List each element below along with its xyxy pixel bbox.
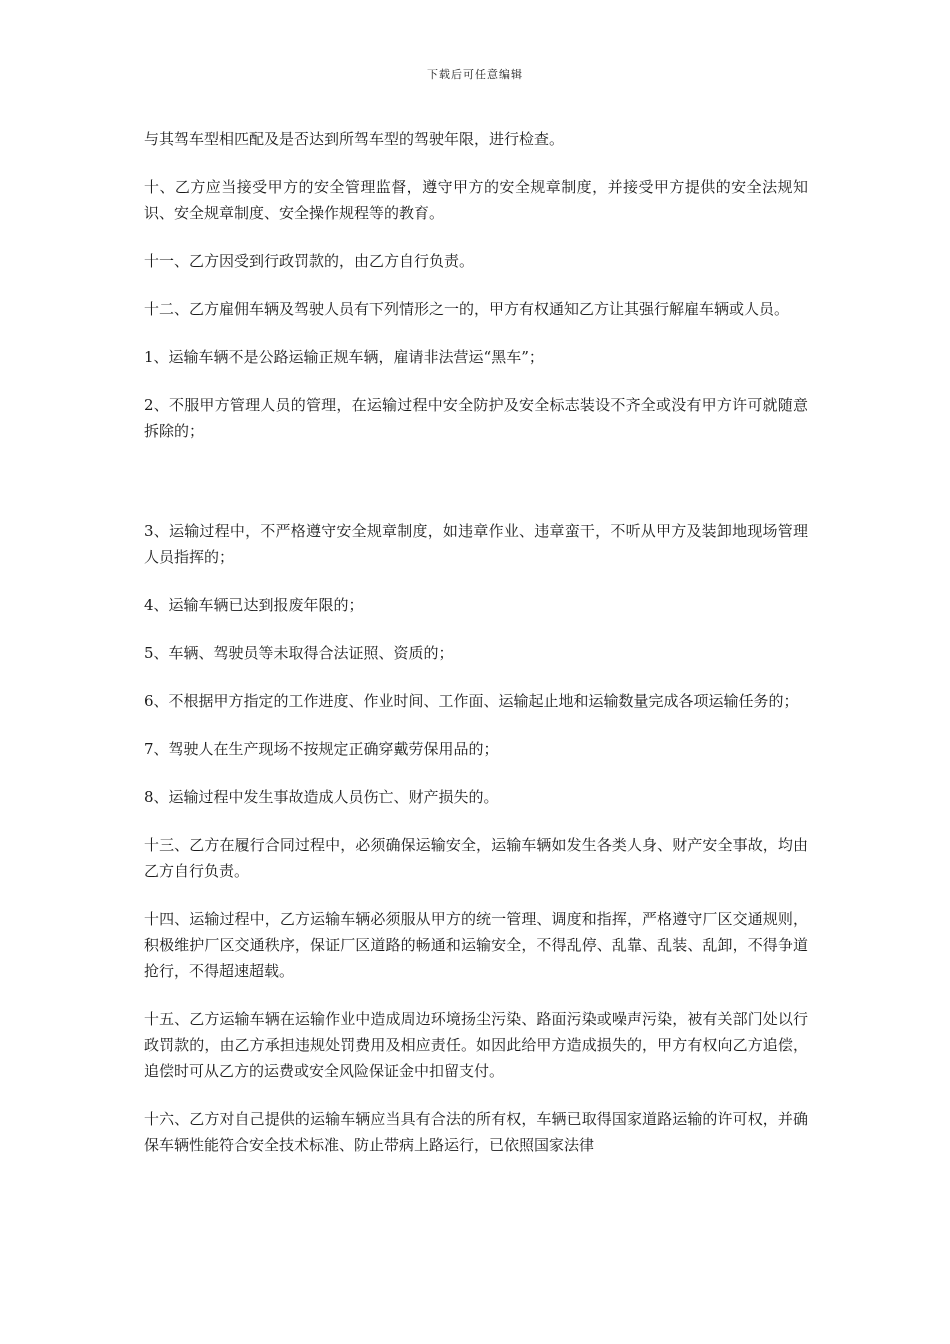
clause-12-item-3: 3、运输过程中，不严格遵守安全规章制度，如违章作业、违章蛮干，不听从甲方及装卸地现场管理人员指挥的； — [144, 522, 808, 566]
clause-12-item-6: 6、不根据甲方指定的工作进度、作业时间、工作面、运输起止地和运输数量完成各项运输任务的； — [144, 692, 799, 710]
clause-12-item-4: 4、运输车辆已达到报废年限的； — [144, 596, 364, 614]
clause-14: 十四、运输过程中，乙方运输车辆必须服从甲方的统一管理、调度和指挥，严格遵守厂区交通规则，积极维护厂区交通秩序，保证厂区道路的畅通和运输安全，不得乱停、乱靠、乱装、乱卸，不得争道抢行，不得超速超载。 — [144, 910, 808, 980]
paragraph-continuation: 与其驾车型相匹配及是否达到所驾车型的驾驶年限，进行检查。 — [144, 130, 565, 148]
clause-12-item-2: 2、不服甲方管理人员的管理，在运输过程中安全防护及安全标志装设不齐全或没有甲方许可就随意拆除的； — [144, 396, 808, 440]
clause-13: 十三、乙方在履行合同过程中，必须确保运输安全，运输车辆如发生各类人身、财产安全事故，均由乙方自行负责。 — [144, 836, 808, 880]
clause-12-item-5: 5、车辆、驾驶员等未取得合法证照、资质的； — [144, 644, 454, 662]
page-gap — [144, 466, 808, 518]
clause-11: 十一、乙方因受到行政罚款的，由乙方自行负责。 — [144, 252, 475, 270]
clause-12: 十二、乙方雇佣车辆及驾驶人员有下列情形之一的，甲方有权通知乙方让其强行解雇车辆或人员。 — [144, 300, 790, 318]
clause-10: 十、乙方应当接受甲方的安全管理监督，遵守甲方的安全规章制度，并接受甲方提供的安全法规知识、安全规章制度、安全操作规程等的教育。 — [144, 178, 808, 222]
document-body — [144, 126, 808, 1180]
clause-12-item-8: 8、运输过程中发生事故造成人员伤亡、财产损失的。 — [144, 788, 499, 806]
header-note: 下载后可任意编辑 — [427, 68, 523, 81]
clause-12-item-7: 7、驾驶人在生产现场不按规定正确穿戴劳保用品的； — [144, 740, 499, 758]
clause-16: 十六、乙方对自己提供的运输车辆应当具有合法的所有权，车辆已取得国家道路运输的许可权，并确保车辆性能符合安全技术标准、防止带病上路运行，已依照国家法律 — [144, 1110, 808, 1154]
clause-15: 十五、乙方运输车辆在运输作业中造成周边环境扬尘污染、路面污染或噪声污染，被有关部门处以行政罚款的，由乙方承担违规处罚费用及相应责任。如因此给甲方造成损失的，甲方有权向乙方追偿，追偿时可从乙方的运费或安全风险保证金中扣留支付。 — [144, 1010, 808, 1080]
clause-12-item-1: 1、运输车辆不是公路运输正规车辆，雇请非法营运“黑车”； — [144, 348, 544, 366]
